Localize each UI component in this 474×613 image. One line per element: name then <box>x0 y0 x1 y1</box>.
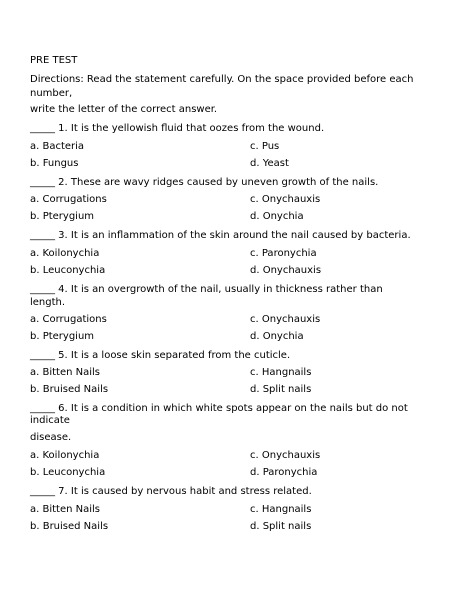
question-1-stem: _____ 1. It is the yellowish fluid that oozes from the wound. <box>30 123 325 134</box>
question-1-option-b: b. Fungus <box>30 158 79 169</box>
question-6-stem-line-3: disease. <box>30 432 72 443</box>
question-2-option-a: a. Corrugations <box>30 194 107 205</box>
question-6-option-a: a. Koilonychia <box>30 450 100 461</box>
question-7-option-a: a. Bitten Nails <box>30 504 101 515</box>
question-4-option-a: a. Corrugations <box>30 314 107 325</box>
question-1-option-c: c. Pus <box>250 141 280 152</box>
question-5-option-d: d. Split nails <box>250 384 312 395</box>
question-6-option-c: c. Onychauxis <box>250 450 321 461</box>
question-6-option-d: d. Paronychia <box>250 467 318 478</box>
question-2-option-c: c. Onychauxis <box>250 194 321 205</box>
question-2-option-d: d. Onychia <box>250 211 304 222</box>
question-2-stem: _____ 2. These are wavy ridges caused by uneven growth of the nails. <box>30 177 379 188</box>
question-7-option-b: b. Bruised Nails <box>30 521 109 532</box>
question-3-option-c: c. Paronychia <box>250 248 317 259</box>
question-3-option-a: a. Koilonychia <box>30 248 100 259</box>
question-3-stem: _____ 3. It is an inflammation of the skin around the nail caused by bacteria. <box>30 230 411 241</box>
question-4-option-b: b. Pterygium <box>30 331 95 342</box>
question-6-stem-line-1: _____ 6. It is a condition in which white spots appear on the nails but do not <box>30 403 408 414</box>
question-5-option-c: c. Hangnails <box>250 367 312 378</box>
question-7-option-c: c. Hangnails <box>250 504 312 515</box>
document-page <box>30 0 450 613</box>
question-6-option-b: b. Leuconychia <box>30 467 106 478</box>
question-2-option-b: b. Pterygium <box>30 211 95 222</box>
directions-line-3: write the letter of the correct answer. <box>30 104 218 115</box>
question-4-stem-line-2: length. <box>30 297 66 308</box>
question-4-stem-line-1: _____ 4. It is an overgrowth of the nail, usually in thickness rather than <box>30 284 383 295</box>
question-5-option-a: a. Bitten Nails <box>30 367 101 378</box>
question-4-option-c: c. Onychauxis <box>250 314 321 325</box>
question-4-option-d: d. Onychia <box>250 331 304 342</box>
question-3-option-d: d. Onychauxis <box>250 265 322 276</box>
question-5-option-b: b. Bruised Nails <box>30 384 109 395</box>
question-7-option-d: d. Split nails <box>250 521 312 532</box>
question-1-option-d: d. Yeast <box>250 158 289 169</box>
question-1-option-a: a. Bacteria <box>30 141 85 152</box>
question-6-stem-line-2: indicate <box>30 415 70 426</box>
directions-line-1: Directions: Read the statement carefully. On the space provided before each <box>30 74 414 85</box>
question-5-stem: _____ 5. It is a loose skin separated from the cuticle. <box>30 350 291 361</box>
question-7-stem: _____ 7. It is caused by nervous habit and stress related. <box>30 486 312 497</box>
directions-line-2: number, <box>30 88 73 99</box>
page-title: PRE TEST <box>30 55 78 66</box>
question-3-option-b: b. Leuconychia <box>30 265 106 276</box>
